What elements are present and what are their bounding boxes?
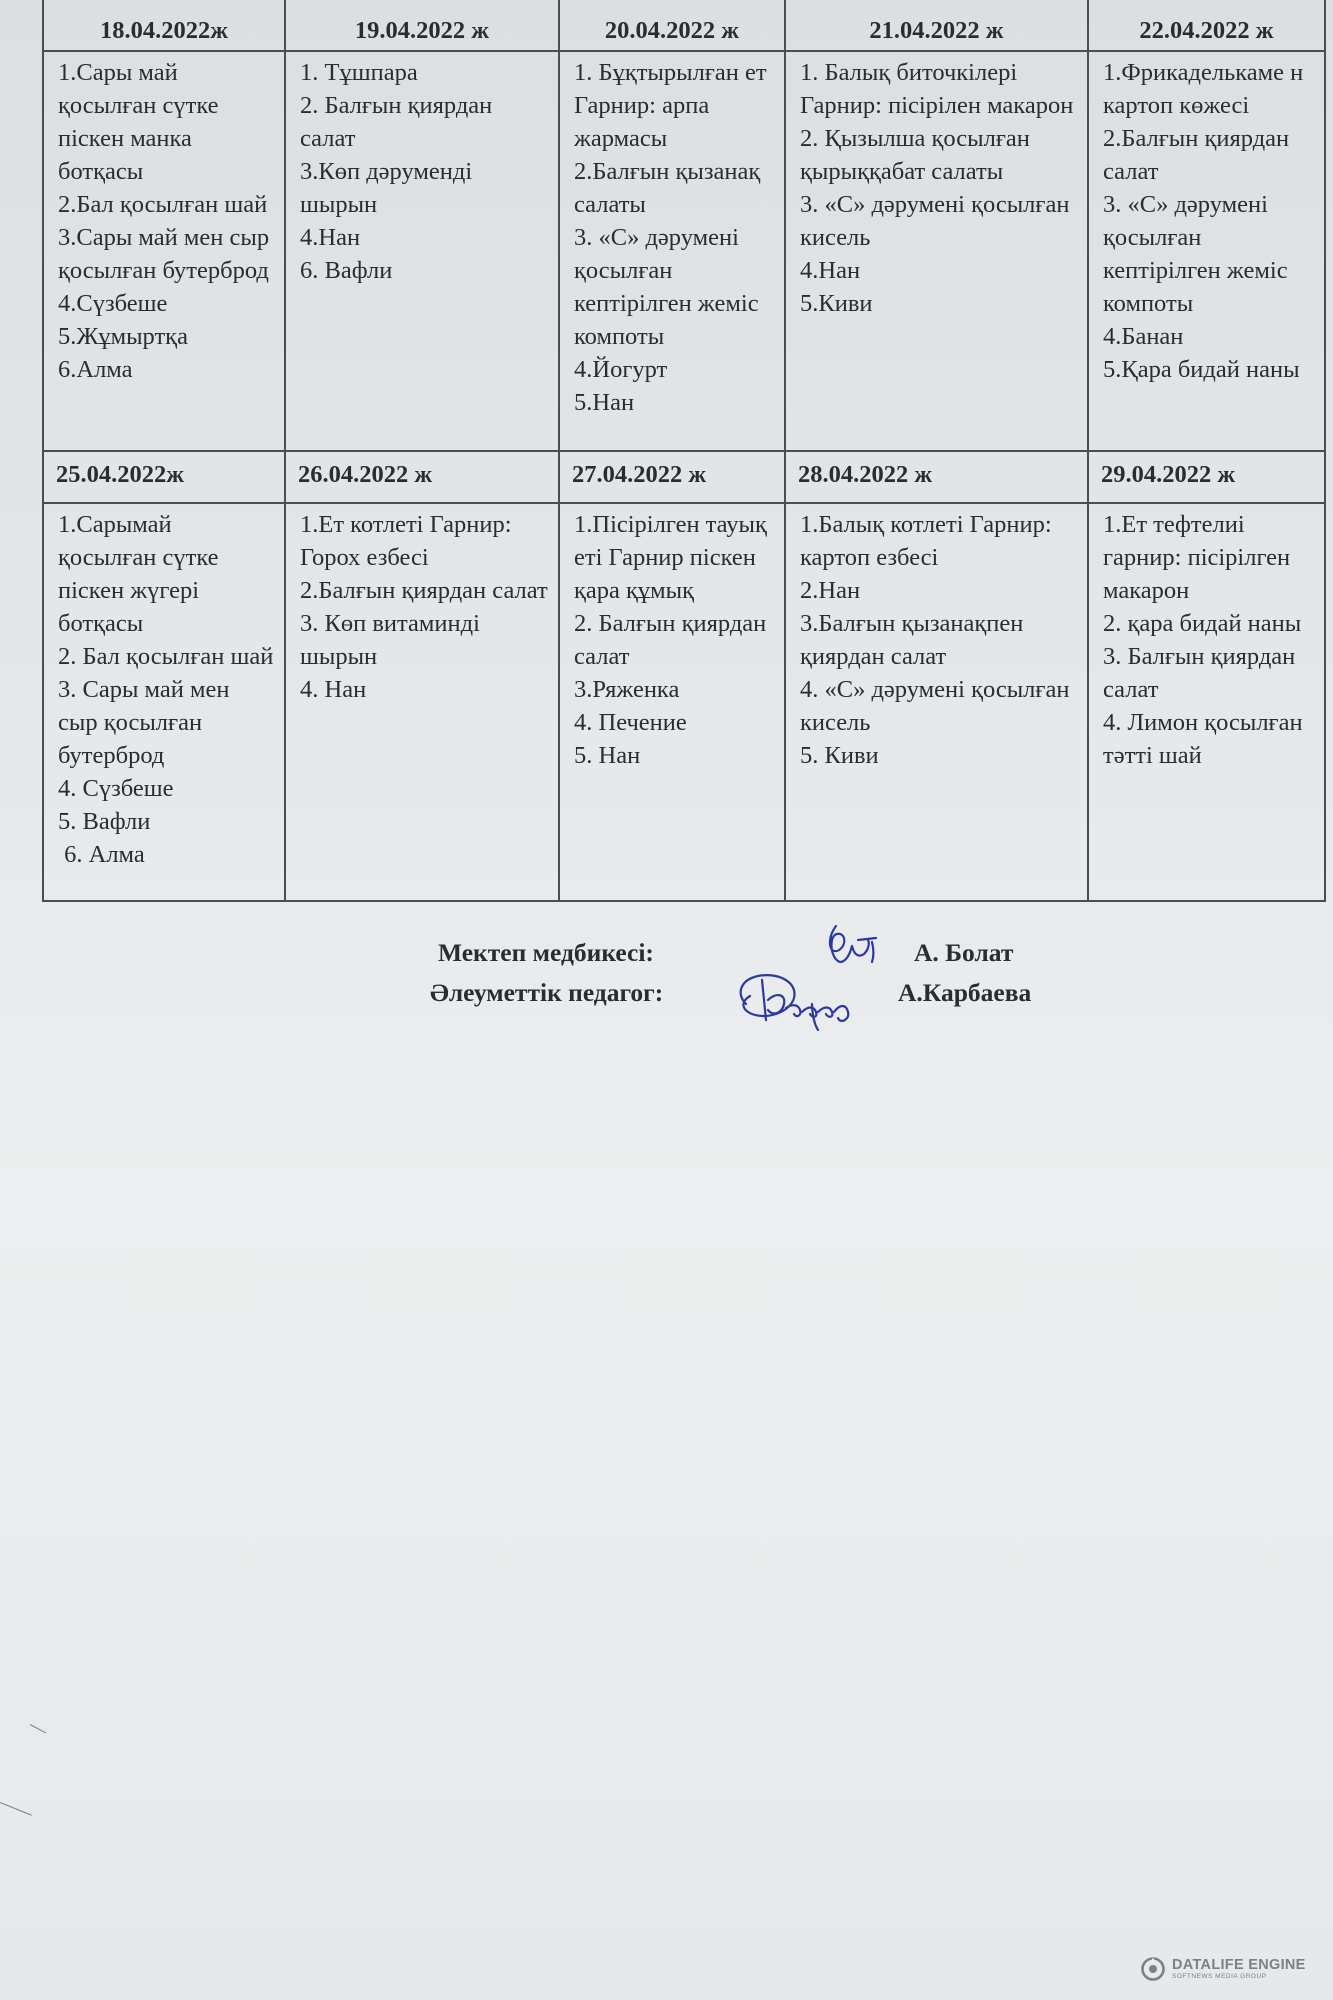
menu-cell (43, 503, 285, 901)
paper-scratch (0, 1802, 32, 1816)
menu-item: 1.Фрикаделькаме н картоп көжесі (1103, 59, 1310, 119)
menu-cell (285, 51, 559, 451)
watermark-text (1172, 1958, 1306, 1981)
pedagogue-name: А.Карбаева (898, 978, 1032, 1007)
menu-cell (285, 503, 559, 901)
menu-item: 1. Балық биточкілері Гарнир: пісірілен макарон (800, 59, 1074, 119)
date-cell: 27.04.2022 ж (559, 451, 785, 503)
menu-item: 3. Сары май мен сыр қосылған бутерброд (58, 676, 236, 769)
menu-item: 5.Қара бидай наны (1103, 356, 1300, 383)
menu-item: 6. Вафли (300, 257, 393, 284)
menu-item: 1.Балық котлеті Гарнир: картоп езбесі (800, 511, 1058, 571)
menu-item: 5. Киви (800, 742, 879, 769)
menu-item: 2. Балғын қиярдан салат (574, 610, 773, 670)
menu-item: 3.Көп дәруменді шырын (300, 158, 479, 218)
nurse-role-label: Мектеп медбикесі: (438, 938, 654, 967)
menu-item: 3.Сары май мен сыр қосылған бутерброд (58, 224, 276, 284)
menu-item: 3. Балғын қиярдан салат (1103, 643, 1302, 703)
date-cell: 22.04.2022 ж (1088, 0, 1325, 51)
date-cell: 18.04.2022ж (43, 0, 285, 51)
menu-item: 2.Балғын қиярдан салат (1103, 125, 1302, 185)
menu-item: 5. Нан (574, 742, 641, 769)
paper-scratch (30, 1724, 46, 1733)
menu-item: 1.Пісірілген тауық еті Гарнир піскен қара құмық (574, 511, 774, 604)
menu-cell (1088, 503, 1325, 901)
menu-item: 5.Нан (574, 389, 635, 416)
nurse-name: А. Болат (914, 938, 1014, 967)
menu-item: 4.Нан (800, 257, 861, 284)
menu-item: 1.Ет котлеті Гарнир: Горох езбесі (300, 511, 518, 571)
datalife-logo-icon (1140, 1956, 1166, 1982)
menu-item: 5.Киви (800, 290, 873, 317)
date-cell: 21.04.2022 ж (785, 0, 1088, 51)
date-cell: 20.04.2022 ж (559, 0, 785, 51)
week2-date-row (43, 451, 1325, 503)
menu-item: 5. Вафли (58, 808, 151, 835)
date-cell: 19.04.2022 ж (285, 0, 559, 51)
watermark-title: DATALIFE ENGINE (1172, 1956, 1306, 1973)
menu-item: 5.Жұмыртқа (58, 323, 188, 350)
weekly-menu-table (42, 0, 1326, 902)
menu-item: 1.Сарымай қосылған сүтке піскен жүгері ботқасы (58, 511, 225, 637)
menu-item: 2. Балғын қиярдан салат (300, 92, 499, 152)
menu-item: 2.Балғын қызанақ салаты (574, 158, 767, 218)
date-cell: 28.04.2022 ж (785, 451, 1088, 503)
menu-item: 3. Көп витаминді шырын (300, 610, 487, 670)
menu-item: 2.Бал қосылған шай (58, 191, 268, 218)
menu-item: 3. «С» дәрумені қосылған кептірілген жеміс компоты (574, 224, 765, 350)
menu-item: 2. Қызылша қосылған қырыққабат салаты (800, 125, 1037, 185)
menu-item: 1.Сары май қосылған сүтке піскен манка ботқасы (58, 59, 225, 185)
pedagogue-role-label: Әлеуметтік педагог: (430, 978, 664, 1007)
menu-cell (43, 51, 285, 451)
menu-item: 4. Нан (300, 676, 367, 703)
menu-item: 1. Тұшпара (300, 59, 418, 86)
menu-item: 2.Нан (800, 577, 861, 604)
week1-menu-row (43, 51, 1325, 451)
site-watermark (1140, 1954, 1306, 1984)
date-cell: 26.04.2022 ж (285, 451, 559, 503)
menu-cell (1088, 51, 1325, 451)
signature-stroke (762, 980, 784, 1020)
menu-item: 4.Сүзбеше (58, 290, 168, 317)
menu-item: 2.Балғын қиярдан салат (300, 577, 548, 604)
menu-item: 3.Ряженка (574, 676, 680, 703)
menu-item: 6. Алма (58, 841, 145, 868)
week2-menu-row (43, 503, 1325, 901)
menu-item: 4. Печение (574, 709, 687, 736)
menu-item: 4. Лимон қосылған тәтті шай (1103, 709, 1309, 769)
menu-cell (785, 51, 1088, 451)
menu-item: 1. Бұқтырылған ет Гарнир: арпа жармасы (574, 59, 773, 152)
menu-cell (559, 503, 785, 901)
menu-item: 4.Нан (300, 224, 361, 251)
watermark-subtitle: SOFTNEWS MEDIA GROUP (1172, 1973, 1267, 1980)
menu-item: 4. Сүзбеше (58, 775, 174, 802)
menu-item: 1.Ет тефтелиі гарнир: пісірілген макарон (1103, 511, 1297, 604)
week1-date-row (43, 0, 1325, 51)
signature-stroke (830, 926, 869, 962)
menu-item: 2. қара бидай наны (1103, 610, 1302, 637)
date-cell: 29.04.2022 ж (1088, 451, 1325, 503)
menu-item: 3.Балғын қызанақпен қиярдан салат (800, 610, 1030, 670)
menu-item: 2. Бал қосылған шай (58, 643, 274, 670)
signature-stroke (786, 1005, 848, 1021)
handwritten-signature (728, 920, 898, 1032)
menu-cell (559, 51, 785, 451)
menu-item: 6.Алма (58, 356, 133, 383)
menu-item: 4.Банан (1103, 323, 1184, 350)
menu-item: 3. «С» дәрумені қосылған кисель (800, 191, 1076, 251)
date-cell: 25.04.2022ж (43, 451, 285, 503)
menu-item: 3. «С» дәрумені қосылған кептірілген жеміс компоты (1103, 191, 1294, 317)
menu-item: 4.Йогурт (574, 356, 668, 383)
menu-item: 4. «С» дәрумені қосылған кисель (800, 676, 1076, 736)
menu-cell (785, 503, 1088, 901)
